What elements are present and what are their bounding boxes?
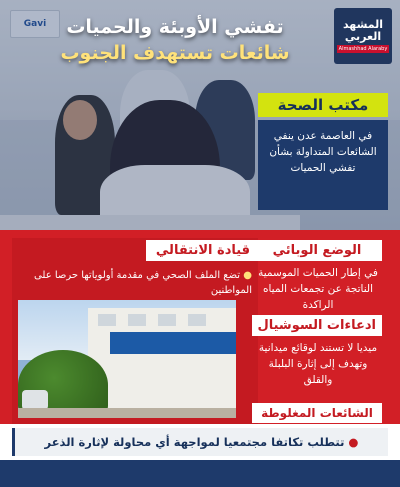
logo-text: المشهد العربي [342, 18, 384, 43]
window [188, 314, 206, 326]
epidemic-body: في إطار الحميات الموسمية الناتجة عن تجمعات المياه الراكدة [258, 267, 378, 311]
headline-line-1: تفشي الأوبئة والحميات [66, 16, 284, 38]
logo-subtitle: Almashhad Alaraby [338, 46, 388, 52]
bullet-icon: ● [348, 435, 359, 449]
hospital-photo [18, 300, 236, 418]
window [158, 314, 176, 326]
social-title: ادعاءات السوشيال [252, 315, 382, 336]
leadership-title: قيادة الانتقالي [146, 240, 260, 261]
window [98, 314, 116, 326]
leadership-text: تضع الملف الصحي في مقدمة أولوياتها حرصا على المواطنين [34, 270, 252, 296]
car [22, 390, 48, 410]
footer-strip [0, 460, 400, 487]
health-office-title: مكتب الصحة [258, 93, 388, 117]
rumors-text: تتطلب تكاتفا مجتمعيا لمواجهة أي محاولة لإثارة الذعر [44, 435, 345, 449]
rumors-body [12, 428, 388, 456]
hospital-banner [110, 332, 236, 354]
health-office-body: في العاصمة عدن ينفي الشائعات المتداولة بشأن تفشي الحميات [258, 120, 388, 210]
epidemic-title: الوضع الوبائي [252, 240, 382, 261]
social-body: ميديا لا تستند لوقائع ميدانية وتهدف إلى إثارة البلبلة والقلق [258, 342, 378, 386]
leadership-body [22, 268, 252, 298]
ground [18, 408, 236, 418]
headline [30, 14, 320, 66]
window [128, 314, 146, 326]
headline-line-2: شائعات تستهدف الجنوب [60, 42, 290, 64]
gavi-sign: Gavi [10, 10, 60, 38]
brand-logo [334, 8, 392, 64]
bullet-icon: ● [243, 270, 252, 281]
rumors-title: الشائعات المغلوطة [252, 403, 382, 423]
